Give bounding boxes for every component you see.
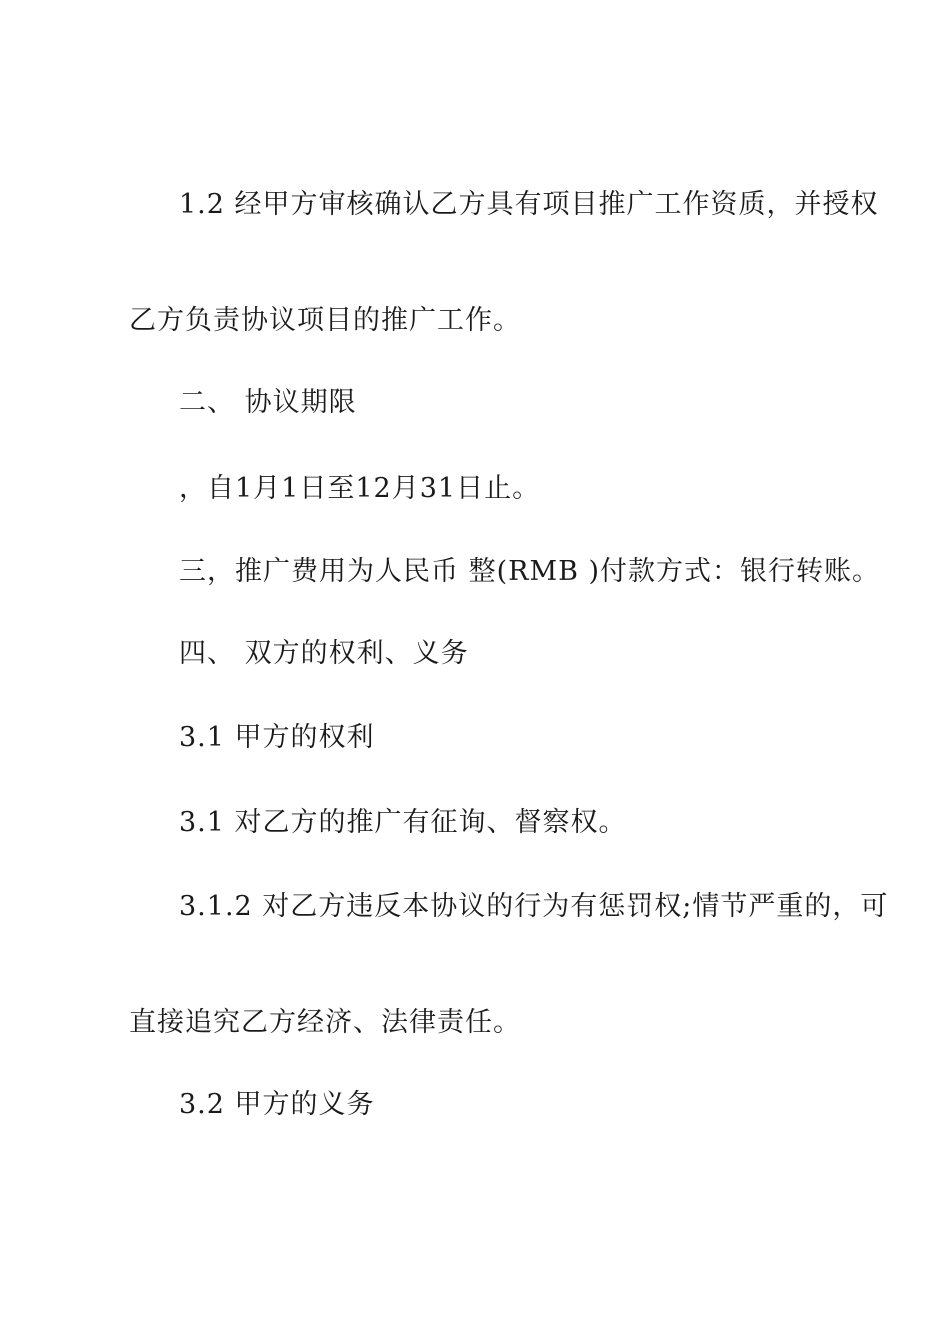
fee-payment-text: 三，推广费用为人民币 整(RMB )付款方式：银行转账。 — [179, 556, 881, 587]
section-heading-term: 二、 协议期限 — [179, 387, 357, 418]
paragraph-1-2-line-2: 乙方负责协议项目的推广工作。 — [129, 305, 521, 336]
paragraph-1-2-line-1: 1.2 经甲方审核确认乙方具有项目推广工作资质，并授权 — [179, 189, 879, 220]
clause-3-1-2-line-1: 3.1.2 对乙方违反本协议的行为有惩罚权;情节严重的，可 — [179, 891, 889, 922]
subheading-party-a-obligations: 3.2 甲方的义务 — [179, 1089, 375, 1120]
clause-3-1-2-line-2: 直接追究乙方经济、法律责任。 — [129, 1007, 521, 1038]
subheading-party-a-rights: 3.1 甲方的权利 — [179, 722, 375, 753]
clause-3-1-text: 3.1 对乙方的推广有征询、督察权。 — [179, 807, 627, 838]
term-dates-text: ，自1月1日至12月31日止。 — [179, 473, 541, 504]
section-heading-rights: 四、 双方的权利、义务 — [179, 638, 469, 669]
